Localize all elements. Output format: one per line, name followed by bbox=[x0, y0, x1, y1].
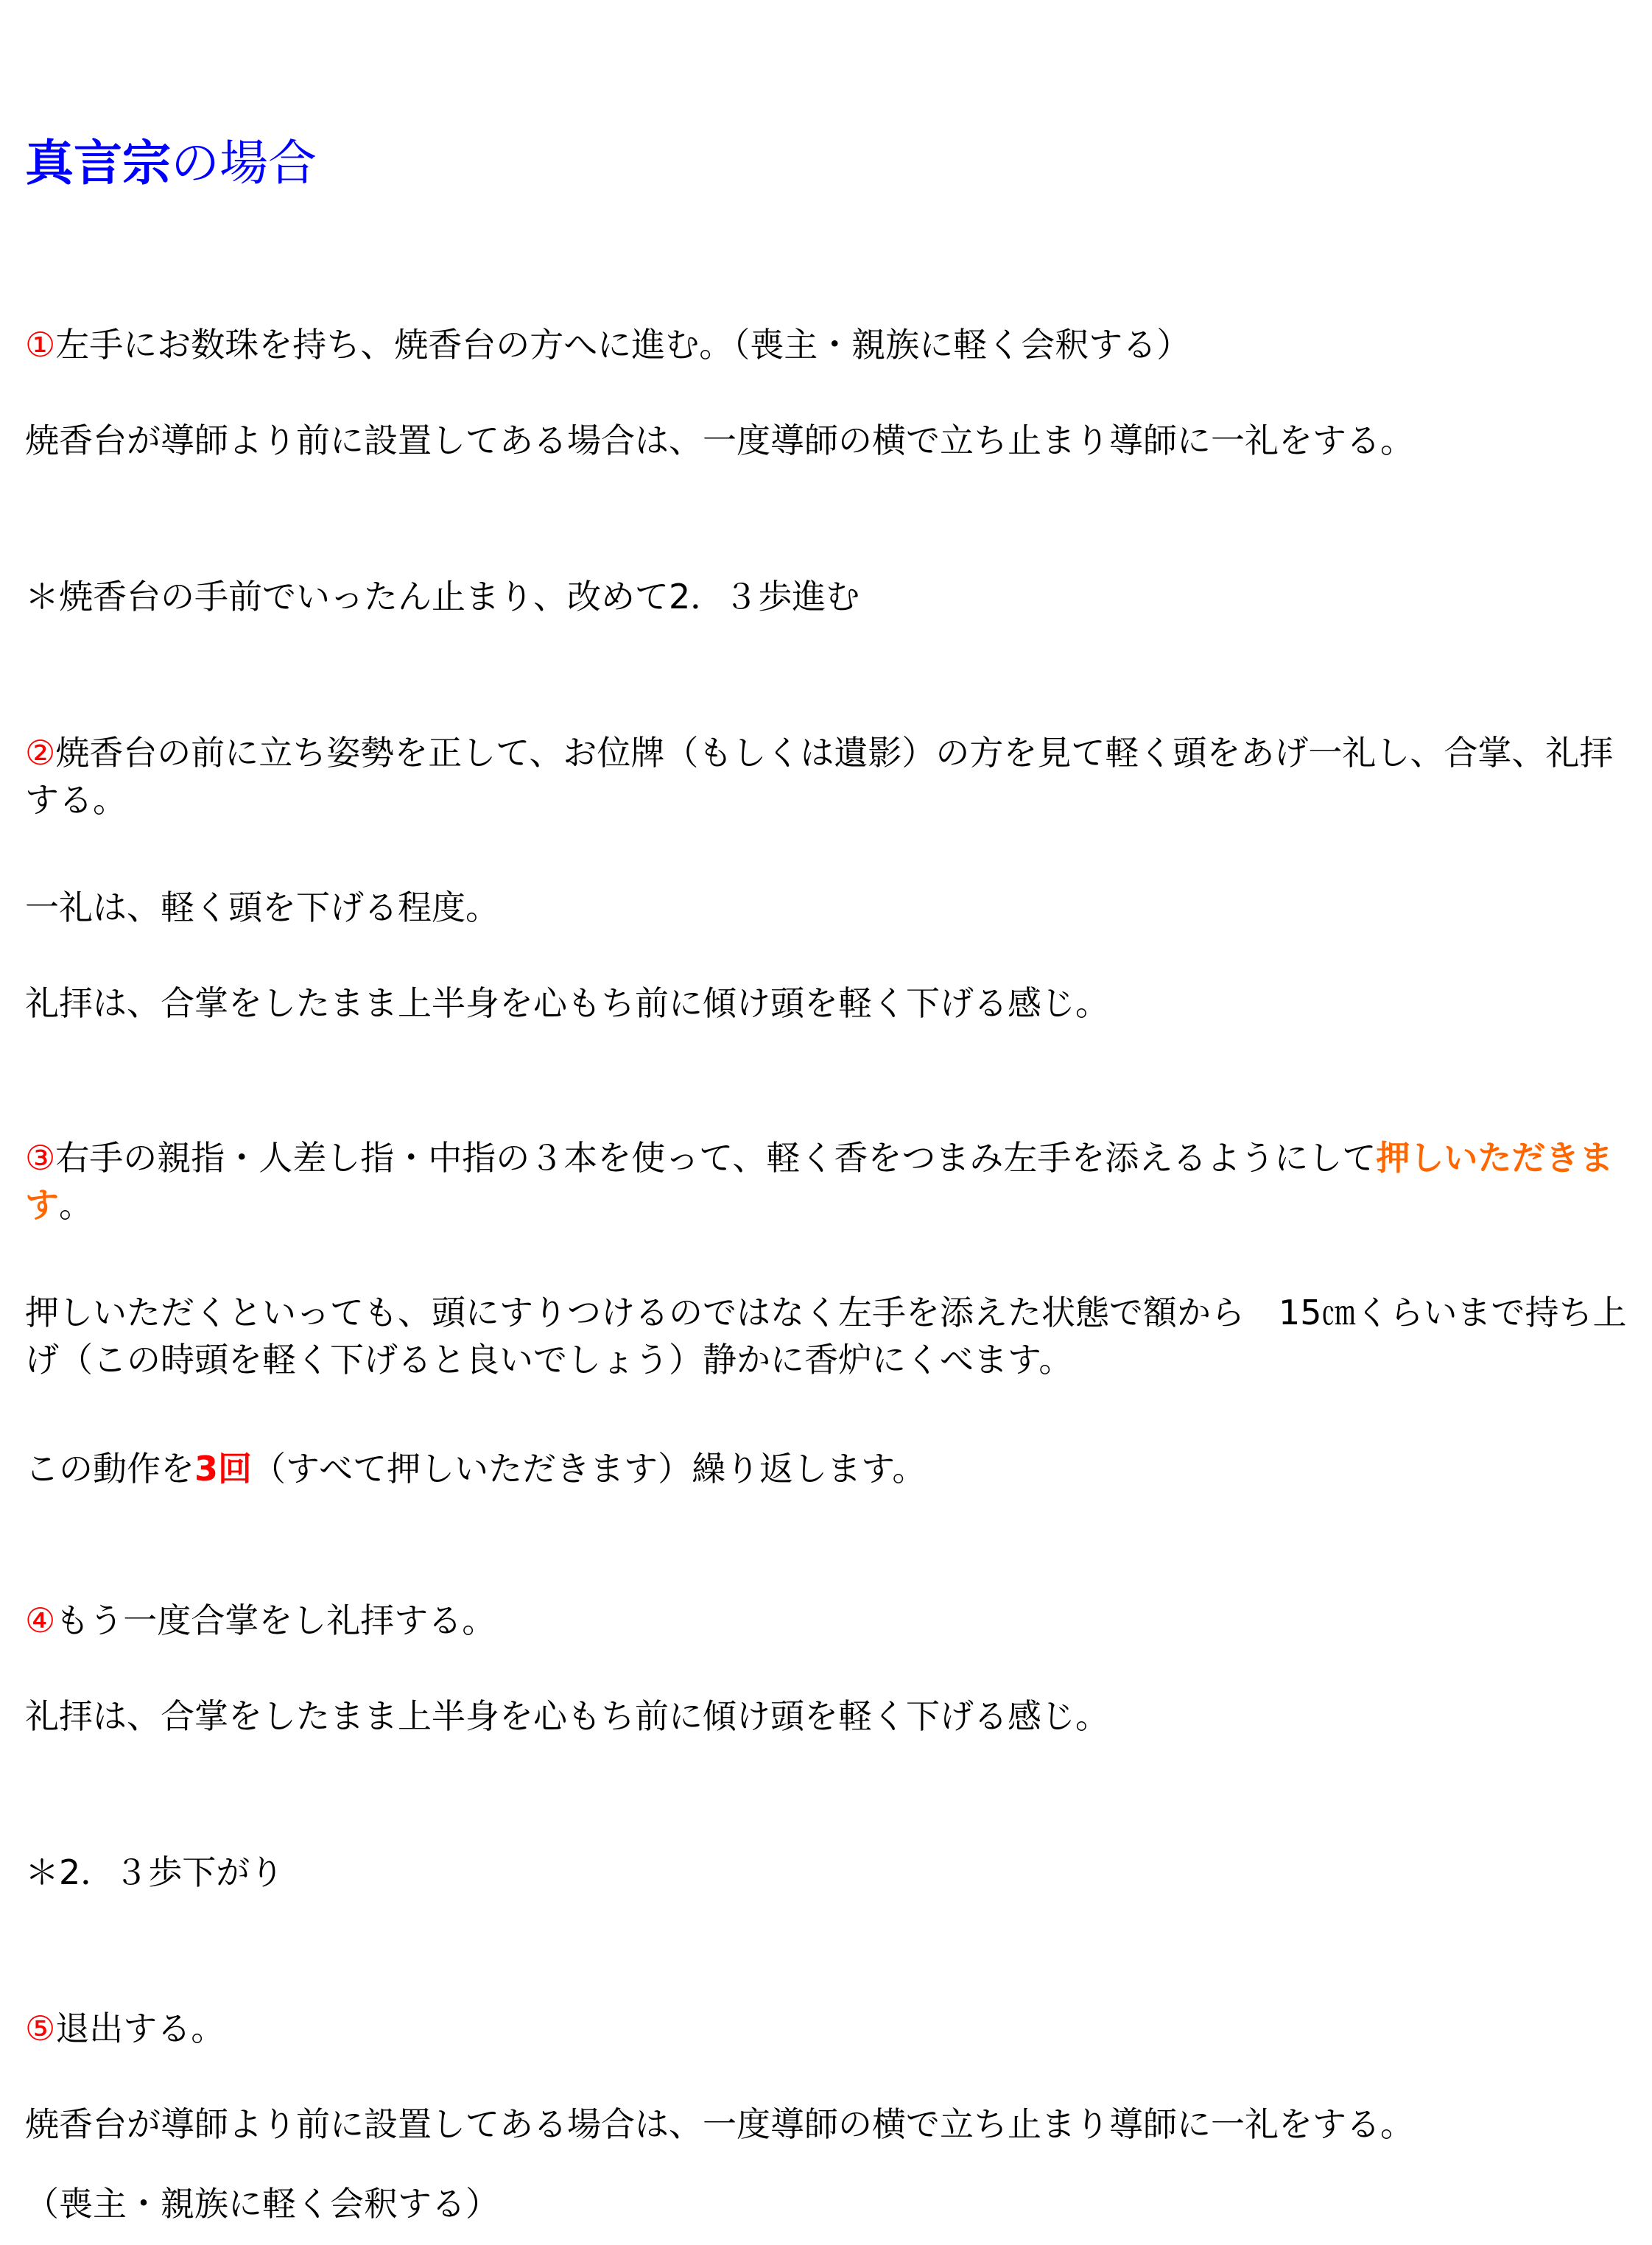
step-3-note-2-end: （すべて押しいただきます）繰り返します。 bbox=[252, 1449, 927, 1489]
step-4-heading bbox=[25, 1597, 1634, 1644]
step-4-note-1: 礼拝は、合掌をしたまま上半身を心もち前に傾け頭を軽く下げる感じ。 bbox=[25, 1696, 1109, 1736]
title-suffix: の場合 bbox=[171, 135, 317, 192]
step-5-note-2: （喪主・親族に軽く会釈する） bbox=[25, 2184, 499, 2224]
step-3-note-2-start: この動作を bbox=[25, 1449, 194, 1489]
step-1-number: ① bbox=[25, 325, 56, 365]
step-2-heading bbox=[25, 729, 1634, 823]
step-3-heading bbox=[25, 1134, 1634, 1229]
step-3-note-2 bbox=[25, 1445, 1634, 1492]
step-3-text: 右手の親指・人差し指・中指の３本を使って、軽く香をつまみ左手を添えるようにして bbox=[55, 1138, 1377, 1178]
step-2-note-2: 礼拝は、合掌をしたまま上半身を心もち前に傾け頭を軽く下げる感じ。 bbox=[25, 983, 1109, 1023]
step-4-number: ④ bbox=[25, 1601, 56, 1640]
page-title bbox=[25, 133, 317, 194]
step-3-number: ③ bbox=[25, 1138, 56, 1178]
title-sect: 真言宗 bbox=[25, 135, 171, 192]
step-4-text: もう一度合掌をし礼拝する。 bbox=[55, 1601, 496, 1640]
step-1-heading bbox=[25, 321, 1634, 368]
step-1-note-2: ＊焼香台の手前でいったん止まり、改めて2．３歩進む bbox=[25, 577, 860, 616]
step-3-note-1: 押しいただくといっても、頭にすりつけるのではなく左手を添えた状態で額から 15㎝くらいまで持ち上げ（この時頭を軽く下げると良いでしょう）静かに香炉にくべます。 bbox=[25, 1293, 1627, 1380]
step-5-note-1: 焼香台が導師より前に設置してある場合は、一度導師の横で立ち止まり導師に一礼をする。 bbox=[25, 2104, 1414, 2144]
step-5-heading bbox=[25, 2005, 1634, 2052]
step-4-note-2: ＊2．３歩下がり bbox=[25, 1852, 284, 1892]
step-1-note-1: 焼香台が導師より前に設置してある場合は、一度導師の横で立ち止まり導師に一礼をする。 bbox=[25, 421, 1414, 460]
step-3-repeat-count: 3回 bbox=[194, 1449, 253, 1489]
step-2-text: 焼香台の前に立ち姿勢を正して、お位牌（もしくは遺影）の方を見て軽く頭をあげ一礼し、合掌、礼拝する。 bbox=[25, 733, 1614, 820]
step-2-note-1: 一礼は、軽く頭を下げる程度。 bbox=[25, 888, 499, 927]
step-3-emphasis: 押しいただきます bbox=[25, 1138, 1614, 1225]
step-5-text: 退出する。 bbox=[55, 2009, 225, 2048]
step-5-number: ⑤ bbox=[25, 2009, 56, 2048]
step-3-text-end: 。 bbox=[59, 1185, 93, 1225]
step-2-number: ② bbox=[25, 733, 56, 773]
step-1-text: 左手にお数珠を持ち、焼香台の方へに進む。（喪主・親族に軽く会釈する） bbox=[55, 325, 1191, 365]
